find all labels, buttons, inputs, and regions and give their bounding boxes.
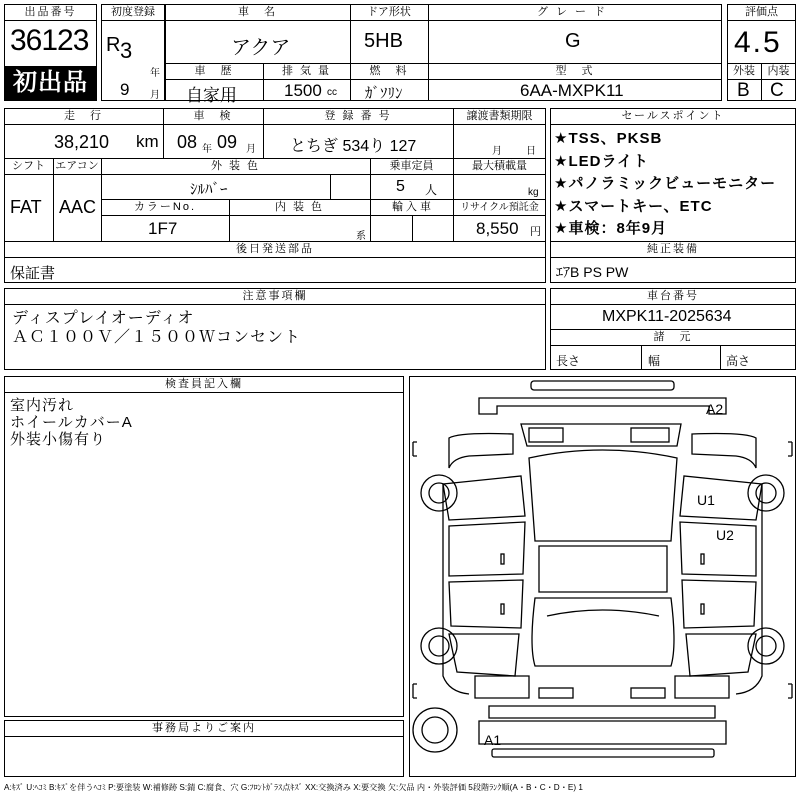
plate-number: とちぎ 534り 127 xyxy=(290,138,417,155)
load-unit: kg xyxy=(528,187,539,198)
score-label: 評価点 xyxy=(745,6,778,18)
first-listing-badge xyxy=(5,66,96,100)
delivery-items: 保証書 xyxy=(10,265,56,282)
equipment: ｴｱB PS PW xyxy=(556,264,629,280)
length-label: 長さ xyxy=(556,354,581,368)
exterior-label: 外装 xyxy=(733,65,755,77)
year-unit: 年 xyxy=(150,68,160,79)
inspection-label: 車 検 xyxy=(193,110,233,122)
inspector-line: ホイールカバーA xyxy=(10,414,133,431)
damage-mark: A2 xyxy=(706,401,724,417)
capacity-label: 乗車定員 xyxy=(389,160,434,172)
notes-line: ディスプレイオーディオ xyxy=(12,310,195,327)
color-no-label: カラーNo. xyxy=(133,201,197,213)
exterior-grade: B xyxy=(737,80,750,101)
score: 4.5 xyxy=(734,26,782,59)
interior-grade: C xyxy=(770,80,784,101)
inspector-label: 検査員記入欄 xyxy=(165,378,243,390)
history: 自家用 xyxy=(186,86,237,105)
car-name: アクア xyxy=(231,37,291,59)
fuel: ｶﾞｿﾘﾝ xyxy=(365,85,403,102)
plate-label: 登 録 番 号 xyxy=(324,110,392,122)
inspection-year: 08 xyxy=(177,132,198,152)
sales-point-item: ★スマートキー、ETC xyxy=(554,197,713,215)
recycle-fee: 8,550 xyxy=(476,219,519,238)
office-label: 事務局よりご案内 xyxy=(152,722,256,734)
damage-mark: A1 xyxy=(484,732,502,748)
interior-color-unit: 系 xyxy=(356,231,366,242)
recycle-unit: 円 xyxy=(530,226,541,238)
inspector-notes xyxy=(10,397,133,448)
height-label: 高さ xyxy=(726,354,751,368)
capacity-unit: 人 xyxy=(425,183,438,197)
shift-label: シフト xyxy=(12,160,45,172)
inspection-month-unit: 月 xyxy=(246,144,256,155)
chassis-label: 車台番号 xyxy=(647,290,699,302)
sales-point-item: ★LEDライト xyxy=(554,152,649,170)
notes-label: 注意事項欄 xyxy=(242,290,308,302)
color-no: 1F7 xyxy=(148,219,178,238)
inspector-line: 外装小傷有り xyxy=(10,431,107,448)
sales-point-item: ★車検：8年9月 xyxy=(554,220,668,237)
specs-label: 諸 元 xyxy=(653,331,693,343)
delivery-label: 後日発送部品 xyxy=(236,243,314,255)
registration-year: 3 xyxy=(120,38,133,63)
damage-mark: U2 xyxy=(716,527,734,543)
door-label: ドア形状 xyxy=(367,6,411,18)
inspection-month: 09 xyxy=(217,132,238,152)
registration-era: R xyxy=(106,34,121,56)
interior-color-label: 内 装 色 xyxy=(274,201,325,213)
sales-points-label: セールスポイント xyxy=(621,110,725,122)
ac: AAC xyxy=(59,197,97,217)
vehicle-damage-diagram xyxy=(409,376,796,777)
mileage-label: 走 行 xyxy=(64,110,103,122)
door-type: 5HB xyxy=(364,30,403,52)
interior-label: 内装 xyxy=(767,65,790,77)
model-code: 6AA-MXPK11 xyxy=(520,81,624,100)
lot-number: 36123 xyxy=(10,24,89,57)
damage-mark: U1 xyxy=(697,492,715,508)
notes-line: ＡＣ１００Ｖ／１５００Ｗコンセント xyxy=(12,329,302,346)
sales-points-list xyxy=(554,128,794,241)
displacement: 1500 xyxy=(284,81,322,100)
sales-point-item: ★パノラミックビューモニター xyxy=(554,175,777,192)
grade: G xyxy=(565,30,581,52)
first-registration-label: 初度登録 xyxy=(111,6,155,18)
displacement-label: 排 気 量 xyxy=(281,65,332,77)
transfer-month-unit: 月 xyxy=(492,146,502,157)
mileage: 38,210 xyxy=(54,132,110,152)
shift: FAT xyxy=(10,197,42,217)
equipment-label: 純正装備 xyxy=(647,243,699,255)
import-label: 輸 入 車 xyxy=(391,201,432,213)
model-label: 型 式 xyxy=(555,65,595,77)
fuel-label: 燃 料 xyxy=(369,65,409,77)
capacity: 5 xyxy=(396,178,405,195)
color-label: 外 装 色 xyxy=(210,160,261,172)
ac-label: エアコン xyxy=(55,160,99,172)
chassis-number: MXPK11-2025634 xyxy=(602,308,732,325)
width-label: 幅 xyxy=(648,354,661,368)
history-label: 車 歴 xyxy=(194,65,234,77)
month-unit: 月 xyxy=(150,90,160,101)
displacement-unit: cc xyxy=(327,87,337,98)
load-label: 最大積載量 xyxy=(472,160,527,172)
sales-point-item: ★TSS、PKSB xyxy=(554,130,663,147)
inspection-year-unit: 年 xyxy=(202,144,212,155)
notes-text xyxy=(12,309,301,347)
first-listing-text: 初出品 xyxy=(13,69,88,96)
grade-label: グレード xyxy=(537,6,613,18)
transfer-label: 譲渡書類期限 xyxy=(466,110,533,122)
damage-legend: A:ｷｽﾞ U:ﾍｺﾐ B:ｷｽﾞを伴うﾍｺﾐ P:要塗装 W:補修跡 S:錆 C:腐食、穴 G:ﾌﾛﾝﾄｶﾞﾗｽ点ｷｽﾞ XX:交換済み X:要交換 欠:欠品 内・外装評価 5段階ﾗﾝｸ順(A・B・C・D・E) 1 xyxy=(4,783,583,792)
transfer-day-unit: 日 xyxy=(526,146,536,157)
lot-number-label: 出品番号 xyxy=(24,6,77,18)
inspector-line: 室内汚れ xyxy=(10,397,75,414)
car-name-label: 車 名 xyxy=(238,6,277,18)
exterior-color: ｼﾙﾊﾞｰ xyxy=(190,181,228,198)
recycle-label: リサイクル預託金 xyxy=(460,202,539,213)
mileage-unit: km xyxy=(136,132,159,151)
registration-month: 9 xyxy=(120,80,130,99)
